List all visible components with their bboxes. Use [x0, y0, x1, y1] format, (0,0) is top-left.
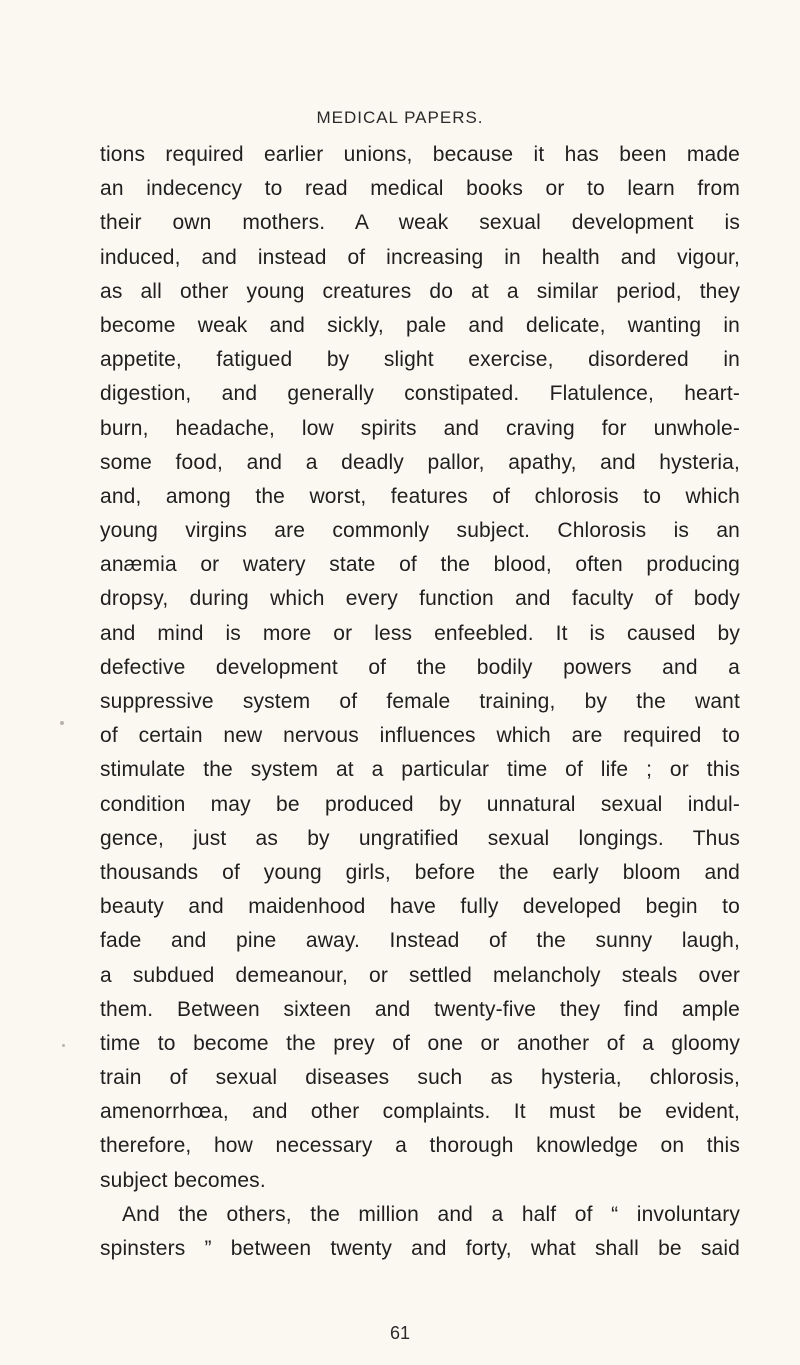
text-line: and, among the worst, features of chlorosis to which — [100, 484, 740, 508]
text-line: thousands of young girls, before the early bloom and — [100, 860, 740, 884]
text-line: condition may be produced by unnatural sexual indul- — [100, 792, 740, 816]
text-line: suppressive system of female training, by the want — [100, 690, 740, 713]
text-line: some food, and a deadly pallor, apathy, and hysteria, — [100, 450, 740, 474]
text-line: amenorrhœa, and other complaints. It must be evident, — [100, 1100, 740, 1124]
text-line: stimulate the system at a particular time of life ; or this — [100, 758, 740, 782]
text-line: young virgins are commonly subject. Chlorosis is an — [100, 519, 740, 543]
text-line: digestion, and generally constipated. Flatulence, heart- — [100, 382, 740, 406]
text-line: an indecency to read medical books or to learn from — [100, 177, 740, 201]
text-line: train of sexual diseases such as hysteria, chlorosis, — [100, 1066, 740, 1090]
page-number: 61 — [389, 1323, 411, 1343]
text-line: dropsy, during which every function and faculty of body — [100, 587, 740, 611]
text-line: and mind is more or less enfeebled. It is caused by — [100, 621, 740, 645]
running-head: MEDICAL PAPERS. — [316, 108, 484, 127]
text-line: fade and pine away. Instead of the sunny laugh, — [100, 929, 740, 953]
text-line: time to become the prey of one or another of a gloomy — [100, 1031, 740, 1055]
text-line: gence, just as by ungratified sexual longings. Thus — [100, 826, 740, 850]
paragraph-end-line: subject becomes. — [100, 1168, 266, 1192]
text-line: as all other young creatures do at a similar period, they — [100, 279, 740, 303]
paragraph-start-line: And the others, the million and a half of “ involuntary — [122, 1202, 740, 1226]
text-line: beauty and maidenhood have fully developed begin to — [100, 895, 740, 919]
text-line: anæmia or watery state of the blood, often producing — [100, 553, 740, 577]
paper-speck — [62, 1044, 65, 1047]
paper-speck — [60, 721, 64, 725]
text-line: induced, and instead of increasing in health and vigour, — [100, 245, 740, 269]
text-line: tions required earlier unions, because it has been made — [100, 143, 740, 166]
text-line: of certain new nervous influences which are required to — [100, 724, 740, 748]
body-text — [100, 138, 740, 1266]
text-line: appetite, fatigued by slight exercise, disordered in — [100, 348, 740, 372]
text-line: them. Between sixteen and twenty-five they find ample — [100, 997, 740, 1021]
text-line: spinsters ” between twenty and forty, what shall be said — [100, 1237, 740, 1260]
text-line: defective development of the bodily powers and a — [100, 655, 740, 679]
text-line: burn, headache, low spirits and craving for unwhole- — [100, 416, 740, 440]
text-line: a subdued demeanour, or settled melancholy steals over — [100, 963, 740, 987]
text-line: their own mothers. A weak sexual development is — [100, 211, 740, 235]
text-line: therefore, how necessary a thorough knowledge on this — [100, 1134, 740, 1158]
text-line: become weak and sickly, pale and delicate, wanting in — [100, 313, 740, 337]
